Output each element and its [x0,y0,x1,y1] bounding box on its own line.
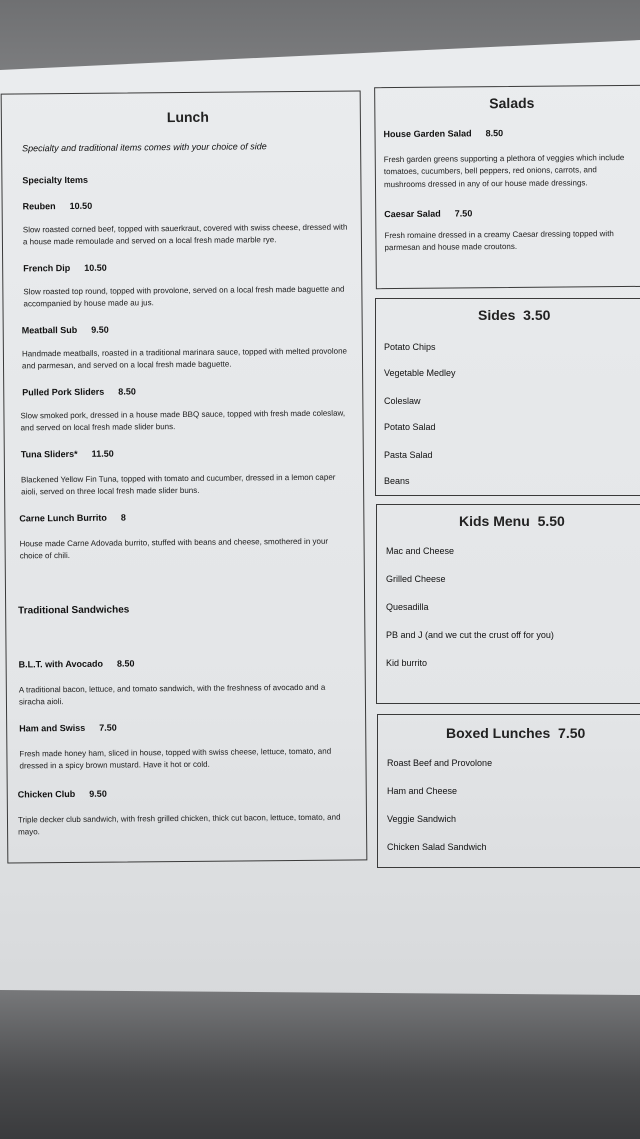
salads-title: Salads [489,94,535,112]
menu-item-name: Caesar Salad 7.50 [384,208,473,220]
menu-item-desc: Fresh made honey ham, sliced in house, topped with swiss cheese, lettuce, tomato, and dressed in a spicy brown mustard. Have it hot or cold. [19,746,332,771]
menu-item-desc: Fresh romaine dressed in a creamy Caesar dressing topped with parmesan and house made croutons. [384,229,614,253]
menu-item-name: House Garden Salad 8.50 [383,128,504,140]
list-item: Kid burrito [386,658,428,668]
specialty-heading: Specialty Items [22,174,88,186]
background-floor [0,990,640,1139]
boxed-lunches-section [377,714,640,868]
lunch-section [1,90,368,863]
kids-section [376,504,640,704]
list-item: Ham and Cheese [387,786,458,796]
menu-item-name: Chicken Club 9.50 [17,788,107,800]
menu-item-desc: Triple decker club sandwich, with fresh grilled chicken, thick cut bacon, lettuce, tomato, and mayo. [17,812,341,837]
sides-section [375,298,640,496]
list-item: Grilled Cheese [386,574,446,584]
list-item: Potato Salad [384,422,436,432]
menu-item-name: Ham and Swiss 7.50 [19,722,117,734]
kids-title: Kids Menu 5.50 [459,513,565,529]
salads-section [374,85,640,289]
list-item: Potato Chips [384,342,436,352]
list-item: Veggie Sandwich [387,814,457,824]
list-item: Beans [384,476,410,486]
menu-item-desc: Fresh garden greens supporting a plethora of veggies which include tomatoes, cucumbers, bell peppers, red onions, carrots, and mushrooms dressed in any of our house made dressings. [383,153,625,189]
list-item: PB and J (and we cut the crust off for you) [386,630,554,640]
menu-item-name: Reuben 10.50 [22,200,93,212]
menu-item-desc: Handmade meatballs, roasted in a traditional marinara sauce, topped with melted provolone and parmesan, and served on a local fresh made baguette. [21,346,348,371]
traditional-heading: Traditional Sandwiches [18,604,130,617]
menu-item-desc: Slow roasted top round, topped with provolone, served on a local fresh made baguette and accompanied by house made au jus. [23,284,345,309]
menu-item-desc: Slow smoked pork, dressed in a house made BBQ sauce, topped with fresh made coleslaw, and served on local fresh made slider buns. [20,408,346,433]
list-item: Roast Beef and Provolone [387,758,493,768]
list-item: Pasta Salad [384,450,433,460]
menu-item-desc: Slow roasted corned beef, topped with sauerkraut, covered with swiss cheese, dressed with a house made remoulade and served on a local fresh made marble rye. [22,222,348,247]
boxed-title: Boxed Lunches 7.50 [446,725,586,741]
menu-item-name: Meatball Sub 9.50 [21,324,109,336]
list-item: Mac and Cheese [386,546,455,556]
list-item: Vegetable Medley [384,368,456,378]
list-item: Coleslaw [384,396,421,406]
menu-item-name: French Dip 10.50 [23,262,107,274]
sides-title: Sides 3.50 [478,307,551,323]
menu-item-name: B.L.T. with Avocado 8.50 [18,658,135,670]
list-item: Chicken Salad Sandwich [387,842,487,852]
menu-item-name: Tuna Sliders* 11.50 [20,448,114,460]
menu-item-desc: Blackened Yellow Fin Tuna, topped with tomato and cucumber, dressed in a lemon caper aioli, served on three local fresh made slider buns. [20,472,336,497]
menu-item-desc: A traditional bacon, lettuce, and tomato sandwich, with the freshness of avocado and a siracha aioli. [18,682,326,707]
lunch-note: Specialty and traditional items comes with your choice of side [22,141,267,154]
lunch-title: Lunch [166,108,209,126]
menu-item-desc: House made Carne Adovada burrito, stuffed with beans and cheese, smothered in your choice of chili. [19,536,329,561]
menu-item-name: Carne Lunch Burrito 8 [19,512,126,524]
list-item: Quesadilla [386,602,429,612]
menu-item-name: Pulled Pork Sliders 8.50 [22,386,136,398]
